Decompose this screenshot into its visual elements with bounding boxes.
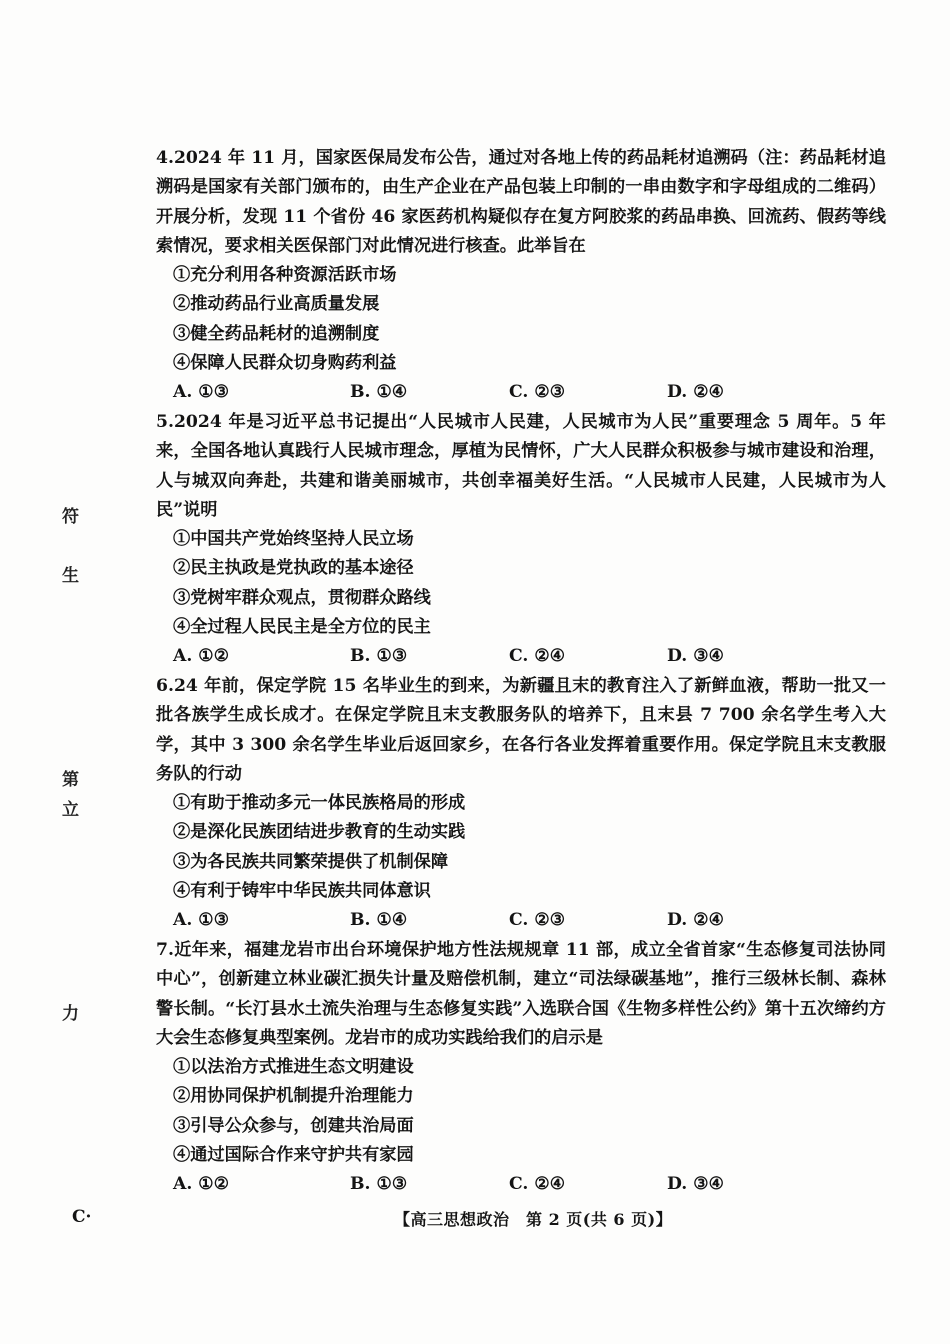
margin-fragment: 立: [62, 800, 79, 820]
statement-1: ①中国共产党始终坚持人民立场: [173, 529, 414, 550]
choice-a: A. ①②: [173, 646, 230, 667]
margin-fragment: 生: [62, 566, 79, 586]
question-stem: [156, 672, 886, 789]
statement-4: ④保障人民群众切身购药利益: [173, 353, 397, 374]
question-number: 5.: [156, 412, 174, 432]
choice-c: C. ②③: [509, 382, 566, 403]
margin-fragment: 符: [62, 507, 79, 527]
question-stem: [156, 936, 886, 1053]
statement-2: ②是深化民族团结进步教育的生动实践: [173, 822, 466, 843]
statement-4: ④有利于铸牢中华民族共同体意识: [173, 881, 431, 902]
question-4: [156, 144, 886, 408]
choice-a: A. ①③: [173, 910, 230, 931]
statement-2: ②民主执政是党执政的基本途径: [173, 558, 414, 579]
choice-b: B. ①③: [350, 646, 408, 667]
question-text: 2024 年是习近平总书记提出“人民城市人民建，人民城市为人民”重要理念 5 周年。5 年来，全国各地认真践行人民城市理念，厚植为民情怀，广大人民群众积极参与城市建设和治理，人与城双向奔赴，共建和谐美丽城市，共创幸福美好生活。“人民城市人民建，人民城市为人民”说明: [156, 412, 886, 520]
answer-choices: [156, 378, 886, 407]
question-7: [156, 936, 886, 1200]
statement-3: ③引导公众参与，创建共治局面: [173, 1115, 414, 1136]
statement-3: ③为各民族共同繁荣提供了机制保障: [173, 851, 449, 872]
statement-2: ②用协同保护机制提升治理能力: [173, 1086, 414, 1107]
question-5: [156, 408, 886, 672]
statement-4: ④通过国际合作来守护共有家园: [173, 1145, 414, 1166]
statement-3: ③健全药品耗材的追溯制度: [173, 323, 380, 344]
choice-a: A. ①③: [173, 382, 230, 403]
statement-4: ④全过程人民民主是全方位的民主: [173, 617, 431, 638]
answer-choices: [156, 1170, 886, 1199]
choice-c: C. ②④: [509, 1174, 566, 1195]
choice-a: A. ①②: [173, 1174, 230, 1195]
question-number: 6.: [156, 676, 174, 696]
margin-fragment: 力: [62, 1004, 79, 1024]
question-number: 7.: [156, 940, 174, 960]
footer-mark: C·: [72, 1207, 92, 1227]
question-6: [156, 672, 886, 936]
page-footer: 【高三思想政治 第 2 页(共 6 页)】: [394, 1210, 673, 1229]
choice-d: D. ③④: [667, 646, 725, 667]
choice-c: C. ②④: [509, 646, 566, 667]
statement-3: ③党树牢群众观点，贯彻群众路线: [173, 587, 431, 608]
statement-1: ①有助于推动多元一体民族格局的形成: [173, 793, 466, 814]
statement-2: ②推动药品行业高质量发展: [173, 294, 380, 315]
answer-choices: [156, 642, 886, 671]
question-text: 近年来，福建龙岩市出台环境保护地方性法规规章 11 部，成立全省首家“生态修复司法协同中心”，创新建立林业碳汇损失计量及赔偿机制，建立“司法绿碳基地”，推行三级林长制、森林警长制。“长汀县水土流失治理与生态修复实践”入选联合国《生物多样性公约》第十五次缔约方大会生态修复典型案例。龙岩市的成功实践给我们的启示是: [156, 940, 886, 1048]
choice-d: D. ②④: [667, 910, 725, 931]
choice-d: D. ②④: [667, 382, 725, 403]
margin-fragment: 第: [62, 770, 79, 790]
choice-b: B. ①④: [350, 382, 408, 403]
question-number: 4.: [156, 148, 174, 168]
choice-b: B. ①③: [350, 1174, 408, 1195]
statement-1: ①充分利用各种资源活跃市场: [173, 265, 397, 286]
question-stem: [156, 144, 886, 261]
question-stem: [156, 408, 886, 525]
question-text: 2024 年 11 月，国家医保局发布公告，通过对各地上传的药品耗材追溯码（注：药品耗材追溯码是国家有关部门颁布的，由生产企业在产品包装上印制的一串由数字和字母组成的二维码）开展分析，发现 11 个省份 46 家医药机构疑似存在复方阿胶浆的药品串换、回流药、假药等线索情况，要求相关医保部门对此情况进行核查。此举旨在: [156, 148, 886, 256]
choice-c: C. ②③: [509, 910, 566, 931]
question-text: 24 年前，保定学院 15 名毕业生的到来，为新疆且末的教育注入了新鲜血液，帮助一批又一批各族学生成长成才。在保定学院且末支教服务队的培养下，且末县 7 700 余名学生考入大学，其中 3 300 余名学生毕业后返回家乡，在各行各业发挥着重要作用。保定学院且末支教服务队的行动: [156, 676, 886, 784]
choice-b: B. ①④: [350, 910, 408, 931]
statement-1: ①以法治方式推进生态文明建设: [173, 1057, 414, 1078]
choice-d: D. ③④: [667, 1174, 725, 1195]
answer-choices: [156, 906, 886, 935]
